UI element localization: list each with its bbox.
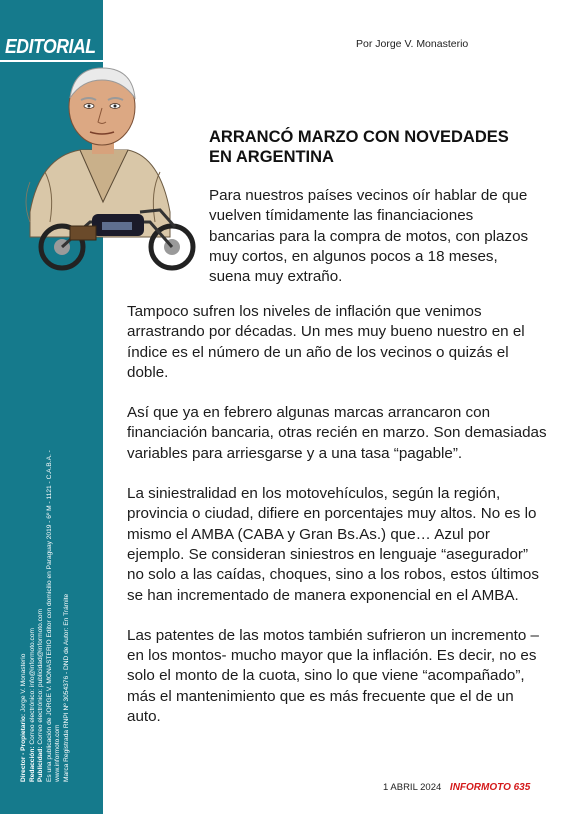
- credit-line: Es una publicación de JORGE V. MONASTERIO Editor con domicilio en Paraguay 2019 - 6º M - 1121 - C.A.B.A. -: [45, 450, 53, 782]
- magazine-brand: INFORMOTO 635: [449, 782, 531, 793]
- issue-date: 1 ABRIL 2024: [383, 782, 442, 793]
- paragraph: Tampoco sufren los niveles de inflación que venimos arrastrando por décadas. Un mes muy bueno nuestro en el índice es el número de un año de los vecinos o quizás el doble.: [127, 303, 525, 381]
- byline: Por Jorge V. Monasterio: [356, 38, 469, 50]
- paragraph: Para nuestros países vecinos oír hablar de que vuelven tímidamente las financiaciones bancarias para la compra de motos, con plazos muy cortos, en algunos pocos a 18 meses, suena muy extraño.: [209, 187, 529, 286]
- author-caricature-illustration: [10, 62, 200, 277]
- credit-line: www.informoto.com: [54, 724, 62, 782]
- paragraph: Así que ya en febrero algunas marcas arrancaron con financiación bancaria, otras recién en marzo. Son demasiadas variables para arriesgarse y a una tasa “pagable”.: [127, 404, 547, 462]
- headline: [209, 127, 539, 167]
- paragraph: Las patentes de las motos también sufrieron un incremento –en los montos- mucho mayor que la inflación. Es decir, no es solo el monto de la cuota, sino lo que viene “acompañado”, más el mantenimiento que es más frecuente que el de un auto.: [127, 626, 539, 726]
- credit-line: Publicidad: Correo electrónico: publicidad@informoto.com: [37, 608, 45, 782]
- article-body: [127, 302, 547, 747]
- paragraph: La siniestralidad en los motovehículos, según la región, provincia o ciudad, difiere en porcentajes muy altos. No es lo mismo el AMBA (CABA y Gran Bs.As.) que… Azul por ejemplo. Se consideran siniestros en lenguaje “asegurador” no solo a las caídas, choques, sino a los robos, estos últimos se han incrementado de manera exponencial en el AMBA.: [127, 485, 539, 604]
- credit-line: Director - Propietario: Jorge V. Monasterio: [20, 653, 27, 782]
- credit-line: Redacción: Correo electrónico: info@informoto.com: [28, 627, 36, 782]
- credit-line: Marca Registrada RNPI Nº 3054376 - DND de Autor: En Trámite: [62, 593, 70, 782]
- headline-line: ARRANCÓ MARZO CON NOVEDADES: [209, 128, 509, 146]
- headline-line: EN ARGENTINA: [209, 148, 334, 166]
- credits-block: [20, 362, 72, 782]
- section-label: EDITORIAL: [5, 36, 96, 58]
- page-footer: [383, 782, 530, 793]
